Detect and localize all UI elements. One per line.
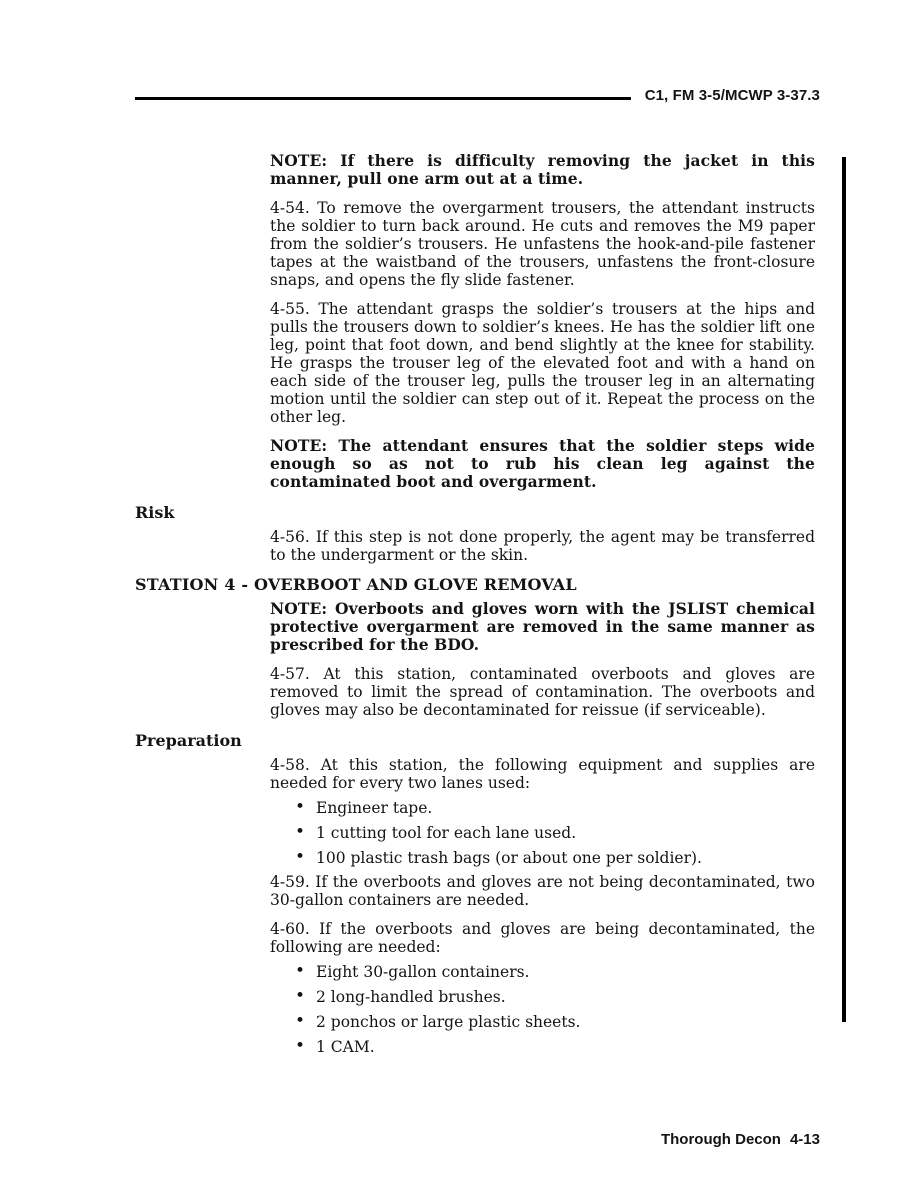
paragraph-4-59: 4-59. If the overboots and gloves are not being decontaminated, two 30-gallon containers are needed. bbox=[270, 873, 815, 909]
equipment-list-4-60 bbox=[295, 963, 815, 1056]
equipment-list-4-58 bbox=[295, 799, 815, 867]
footer-page-number: 4-13 bbox=[789, 1131, 820, 1148]
paragraph-4-55: 4-55. The attendant grasps the soldier’s trousers at the hips and pulls the trousers down to soldier’s knees. He has the soldier lift one leg, point that foot down, and bend slightly at the knee for stability. He grasps the trouser leg of the elevated foot and with a hand on each side of the trouser leg, pulls the trouser leg in an alternating motion until the soldier can step out of it. Repeat the process on the other leg. bbox=[270, 300, 815, 426]
paragraph-4-58: 4-58. At this station, the following equipment and supplies are needed for every two lanes used: bbox=[270, 756, 815, 792]
page-body bbox=[135, 152, 815, 1056]
side-heading-preparation: Preparation bbox=[135, 731, 242, 750]
list-item: • Engineer tape. bbox=[295, 799, 815, 817]
footer-section-label: Thorough Decon bbox=[660, 1131, 781, 1148]
list-item: • 100 plastic trash bags (or about one per soldier). bbox=[295, 849, 815, 867]
note-jslist: NOTE: Overboots and gloves worn with the JSLIST chemical protective overgarment are removed in the same manner as prescribed for the BDO. bbox=[270, 599, 815, 654]
note-steps-wide: NOTE: The attendant ensures that the soldier steps wide enough so as not to rub his clean leg against the contaminated boot and overgarment. bbox=[270, 436, 815, 491]
paragraph-4-60: 4-60. If the overboots and gloves are being decontaminated, the following are needed: bbox=[270, 920, 815, 956]
note-jacket-removal: NOTE: If there is difficulty removing the jacket in this manner, pull one arm out at a time. bbox=[270, 151, 815, 188]
list-item: • 1 cutting tool for each lane used. bbox=[295, 824, 815, 842]
list-item: • 1 CAM. bbox=[295, 1038, 815, 1056]
list-item: • Eight 30-gallon containers. bbox=[295, 963, 815, 981]
page-footer bbox=[661, 1131, 820, 1148]
page-header bbox=[135, 88, 820, 104]
paragraph-4-54: 4-54. To remove the overgarment trousers, the attendant instructs the soldier to turn back around. He cuts and removes the M9 paper from the soldier’s trousers. He unfastens the hook-and-pile fastener tapes at the waistband of the trousers, unfastens the front-closure snaps, and opens the fly slide fastener. bbox=[270, 199, 815, 289]
section-heading-station-4: STATION 4 - OVERBOOT AND GLOVE REMOVAL bbox=[135, 575, 577, 594]
header-rule bbox=[135, 97, 631, 100]
list-item: • 2 ponchos or large plastic sheets. bbox=[295, 1013, 815, 1031]
document-reference: C1, FM 3-5/MCWP 3-37.3 bbox=[644, 87, 820, 104]
list-item: • 2 long-handled brushes. bbox=[295, 988, 815, 1006]
side-heading-risk: Risk bbox=[135, 503, 175, 522]
paragraph-4-56: 4-56. If this step is not done properly, the agent may be transferred to the undergarment or the skin. bbox=[270, 528, 815, 564]
change-bar bbox=[842, 157, 846, 1022]
paragraph-4-57: 4-57. At this station, contaminated overboots and gloves are removed to limit the spread of contamination. The overboots and gloves may also be decontaminated for reissue (if serviceable). bbox=[270, 665, 815, 719]
